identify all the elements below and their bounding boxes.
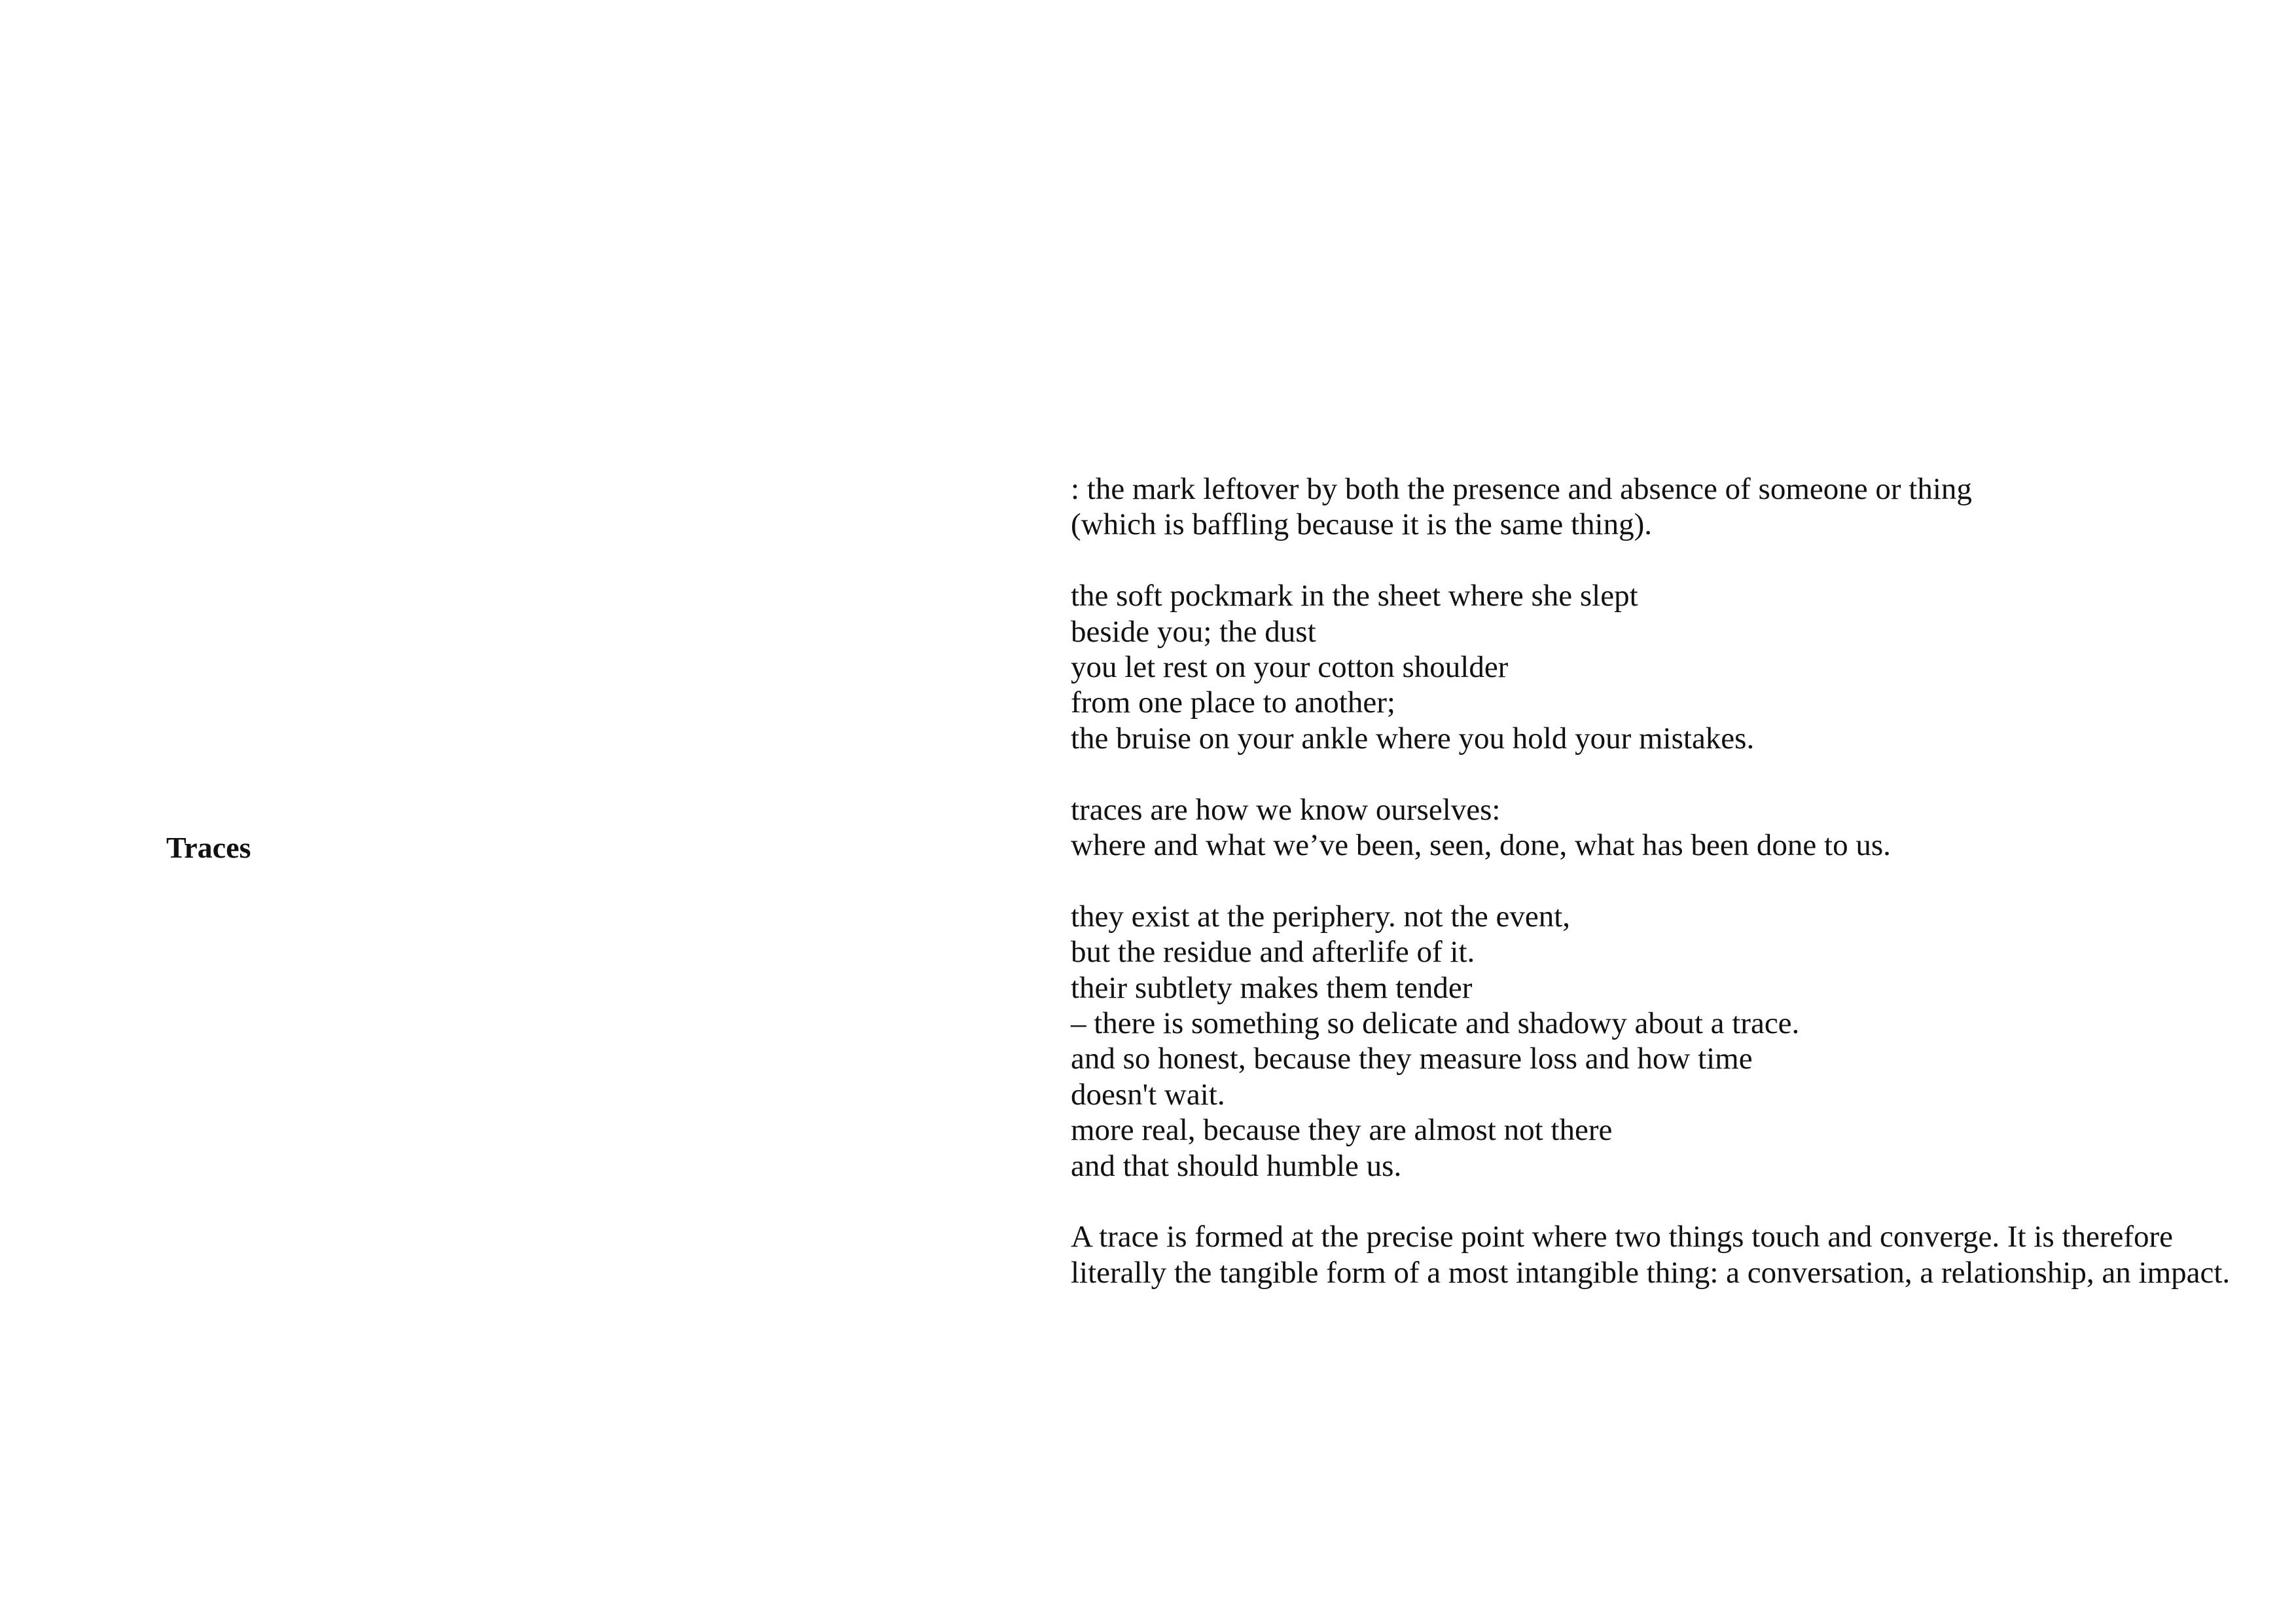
- poem-body: [1071, 471, 2282, 1290]
- poem-line: the soft pockmark in the sheet where she slept: [1071, 579, 1638, 613]
- poem-line: literally the tangible form of a most intangible thing: a conversation, a relationship, an impact.: [1071, 1255, 2231, 1290]
- poem-line: and so honest, because they measure loss and how time: [1071, 1042, 1753, 1076]
- poem-line: but the residue and afterlife of it.: [1071, 935, 1475, 970]
- stanza-prose-closing: [1071, 1219, 2282, 1290]
- poem-line: A trace is formed at the precise point where two things touch and converge. It is therefore: [1071, 1220, 2174, 1254]
- poem-line: more real, because they are almost not there: [1071, 1113, 1613, 1148]
- stanza-periphery: [1071, 899, 2282, 1184]
- poem-title: Traces: [166, 831, 251, 864]
- poem-line: the bruise on your ankle where you hold your mistakes.: [1071, 721, 1755, 756]
- poem-line: (which is baffling because it is the same thing).: [1071, 507, 1652, 542]
- poem-line: you let rest on your cotton shoulder: [1071, 650, 1509, 685]
- poem-line: beside you; the dust: [1071, 614, 1316, 649]
- poem-line: where and what we’ve been, seen, done, what has been done to us.: [1071, 828, 1891, 863]
- poem-line: and that should humble us.: [1071, 1148, 1402, 1183]
- poem-line: they exist at the periphery. not the event,: [1071, 899, 1571, 934]
- poem-line: their subtlety makes them tender: [1071, 970, 1473, 1005]
- poem-line: : the mark leftover by both the presence and absence of someone or thing: [1071, 472, 1972, 506]
- stanza-examples: [1071, 578, 2282, 756]
- stanza-definition: [1071, 471, 2282, 543]
- poem-line: traces are how we know ourselves:: [1071, 792, 1501, 827]
- stanza-knowing: [1071, 792, 2282, 864]
- poem-line: – there is something so delicate and shadowy about a trace.: [1071, 1006, 1800, 1041]
- poem-line: doesn't wait.: [1071, 1077, 1225, 1112]
- poem-line: from one place to another;: [1071, 685, 1395, 720]
